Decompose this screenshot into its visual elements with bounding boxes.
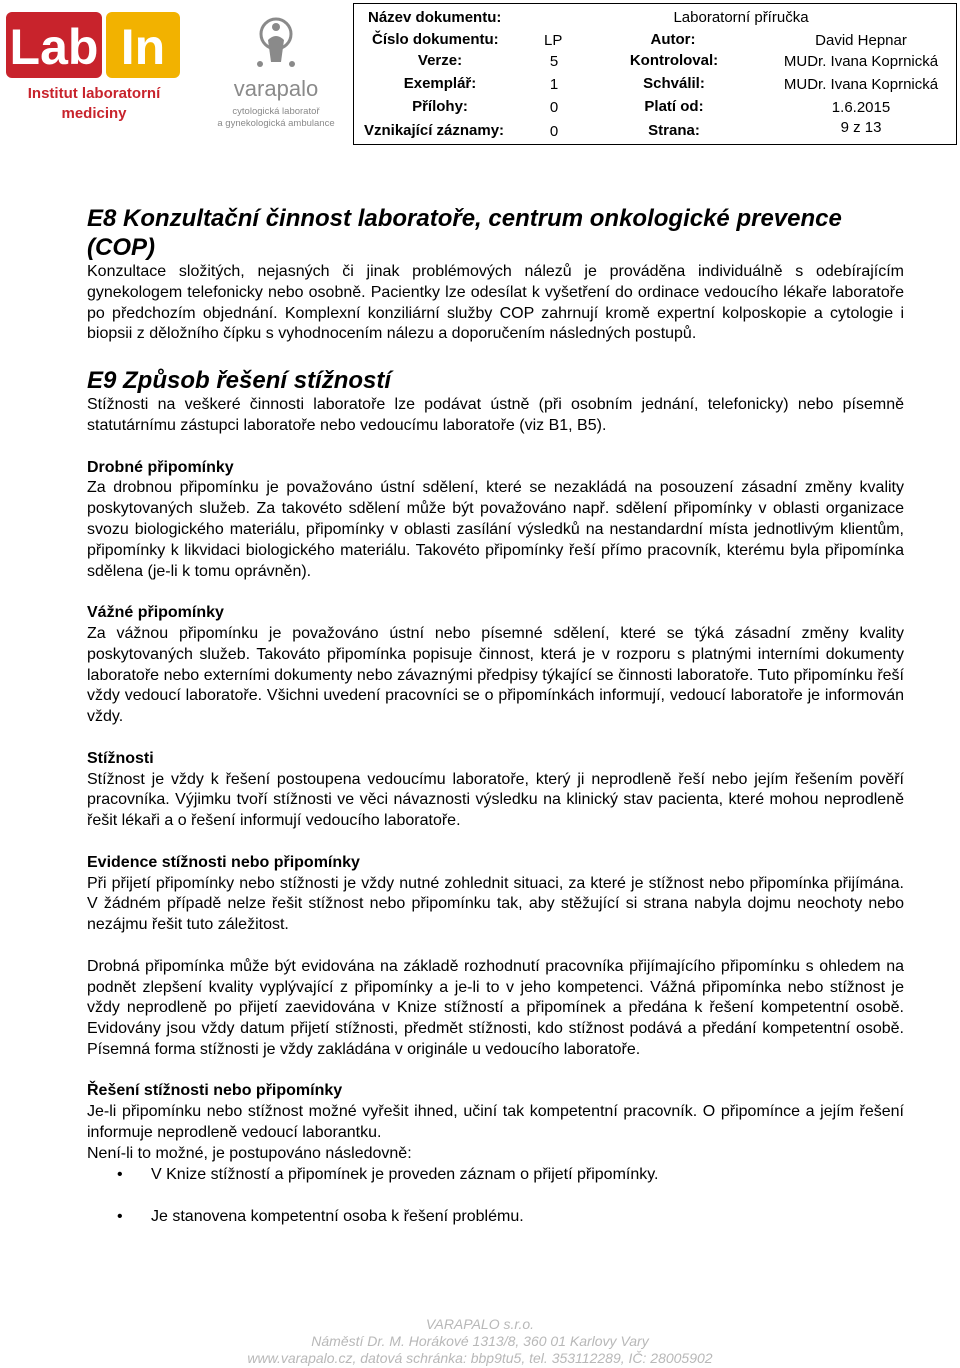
checked-by-value: MUDr. Ivana Koprnická xyxy=(783,53,939,70)
footer-address: Náměstí Dr. M. Horákové 1313/8, 360 01 Karlovy Vary xyxy=(311,1333,649,1349)
section-e8-heading: E8 Konzultační činnost laboratoře, centrum onkologické prevence (COP) xyxy=(87,205,842,261)
page-number: 9 z 13 xyxy=(840,119,882,136)
resolution-text: Je-li připomínku nebo stížnost možné vyřešit ihned, učiní tak kompetentní pracovník. O připomínce a jejím řešení informuje neprodleně vedoucí laborantku. xyxy=(87,1103,904,1142)
list-item: • V Knize stížností a připomínek je proveden záznam o přijetí připomínky. xyxy=(87,1165,904,1186)
section-e8-paragraph: Konzultace složitých, nejasných či jinak problémových nálezů je prováděna individuálně s odebírajícím gynekologem telefonicky nebo osobně. Pacientky lze odesílat k vyšetření do ordinace vedoucího lékaře laboratoře po předchozím objednání. Komplexní konziliární služby COP zahrnují kromě expertní kolposkopie a cytologie i biopsii z děložního čípku s vyhodnocením nálezu a doporučením následných postupů. xyxy=(87,263,904,343)
varapalo-logo xyxy=(204,14,348,130)
document-number-label: Číslo dokumentu: xyxy=(372,31,499,48)
complaints-heading: Stížnosti xyxy=(87,749,154,767)
minor-remarks-text: Za drobnou připomínku je považováno ústní sdělení, které se nezakládá na posouzení zásadní změny kvality poskytovaných služeb. Za takovéto sdělení může být považováno např. sdělení připomínky v oblasti organizace svozu biologického materiálu, připomínky v oblasti zasílání výsledků na nestandardní místa jednotlivým klientům, připomínky k likvidaci biologického materiálu. Takovéto připomínky řeší přímo pracovník, kterému byla připomínka sdělena (je-li k tomu oprávněn). xyxy=(87,479,904,580)
document-info-table xyxy=(353,3,957,145)
svg-text:Lab: Lab xyxy=(9,19,99,75)
footer-contact: www.varapalo.cz, datová schránka: bbp9tu5, tel. 353112289, IČ: 28005902 xyxy=(247,1350,713,1366)
records-label: Vznikající záznamy: xyxy=(364,122,505,139)
approved-by-value: MUDr. Ivana Koprnická xyxy=(783,76,939,93)
serious-remarks-text: Za vážnou připomínku je považováno ústní nebo písemné sdělení, které se týká zásadní změny kvality poskytovaných služeb. Takováto připomínka popisuje činnost, která je v rozporu s platnými interními dokumenty laboratoře nebo externími dokumenty nebo závaznými předpisy týkající se činnosti laboratoře. Tuto připomínku řeší vždy vedoucí laboratoře. Všichni uvedení pracovníci se o připomínkách informují, vedoucí laboratoře je informován vždy. xyxy=(87,624,904,726)
minor-remarks-heading: Drobné připomínky xyxy=(87,458,234,476)
list-item: • Je stanovena kompetentní osoba k řešení problému. xyxy=(87,1207,904,1228)
document-name-label: Název dokumentu: xyxy=(368,9,502,26)
evidence-text: Při přijetí připomínky nebo stížnosti je vždy nutné zohlednit situaci, za které je stížnost nebo připomínka přijímána. V žádném případě nelze řešit stížnost nebo připomínku tak, aby stěžující si strana nabyla dojmu neochoty nebo nezájmu řešit tuto záležitost. xyxy=(87,874,904,934)
svg-text:a gynekologická ambulance: a gynekologická ambulance xyxy=(217,118,335,129)
serious-remarks-heading: Vážné připomínky xyxy=(87,604,224,622)
footer-company: VARAPALO s.r.o. xyxy=(425,1316,535,1332)
records-value: 0 xyxy=(549,123,559,140)
author-value: David Hepnar xyxy=(815,32,907,49)
resolution-steps-list xyxy=(87,1165,904,1228)
copy-label: Exemplář: xyxy=(403,75,477,92)
resolution-text-2: Není-li to možné, je postupováno následovně: xyxy=(87,1144,412,1162)
svg-text:In: In xyxy=(120,19,166,75)
section-e9-heading: E9 Způsob řešení stížností xyxy=(87,367,392,395)
version-label: Verze: xyxy=(417,52,463,69)
document-number-value: LP xyxy=(544,32,563,49)
valid-from-value: 1.6.2015 xyxy=(831,99,891,116)
valid-from-label: Platí od: xyxy=(644,98,704,115)
evidence-heading: Evidence stížnosti nebo připomínky xyxy=(87,853,360,871)
resolution-heading: Řešení stížnosti nebo připomínky xyxy=(87,1082,343,1100)
evidence-text-2: Drobná připomínka může být evidována na základě rozhodnutí pracovníka přijímajícího připomínku s ohledem na podnět zlepšení kvality vyplývající z připomínky a je-li to v jeho kompetenci. Vážná připomínka nebo stížnost je vždy neprodleně po přijetí zaevidována v Knize stížností a připomínek a předána k řešení kompetentní osobě. Evidovány jsou vždy datum přijetí stížnosti, předmět stížnosti, kdo stížnost podává a předání kompetentní osobě. Písemná forma stížnosti je vždy zakládána v originále u vedoucího laboratoře. xyxy=(87,957,904,1058)
page-footer xyxy=(0,1316,960,1367)
copy-value: 1 xyxy=(549,76,559,93)
svg-text:cytologická laboratoř: cytologická laboratoř xyxy=(232,106,320,117)
document-body xyxy=(87,204,904,1228)
complaints-text: Stížnost je vždy k řešení postoupena vedoucímu laboratoře, který ji neprodleně řeší nebo jejím řešením pověří pracovníka. Výjimku tvoří stížnosti ve věci návaznosti výsledku na klinický stav pacienta, které mohou neprodleně řešit lékaři a o řešení informují vedoucího laboratoře. xyxy=(87,770,904,830)
svg-text:mediciny: mediciny xyxy=(61,105,127,122)
author-label: Autor: xyxy=(650,31,696,48)
section-e9-intro: Stížnosti na veškeré činnosti laboratoře lze podávat ústně (při osobním jednání, telefonicky) nebo písemně statutárnímu zástupci laboratoře nebo vedoucímu laboratoře (viz B1, B5). xyxy=(87,396,904,434)
attachments-label: Přílohy: xyxy=(412,98,468,115)
page-label: Strana: xyxy=(648,122,700,139)
svg-text:Institut laboratorní: Institut laboratorní xyxy=(27,85,161,102)
version-value: 5 xyxy=(549,53,559,70)
attachments-value: 0 xyxy=(549,99,559,116)
lab-in-logo xyxy=(6,12,182,124)
document-name-value: Laboratorní příručka xyxy=(673,9,809,26)
approved-by-label: Schválil: xyxy=(643,75,705,92)
svg-text:varapalo: varapalo xyxy=(233,76,319,101)
checked-by-label: Kontroloval: xyxy=(629,52,719,69)
